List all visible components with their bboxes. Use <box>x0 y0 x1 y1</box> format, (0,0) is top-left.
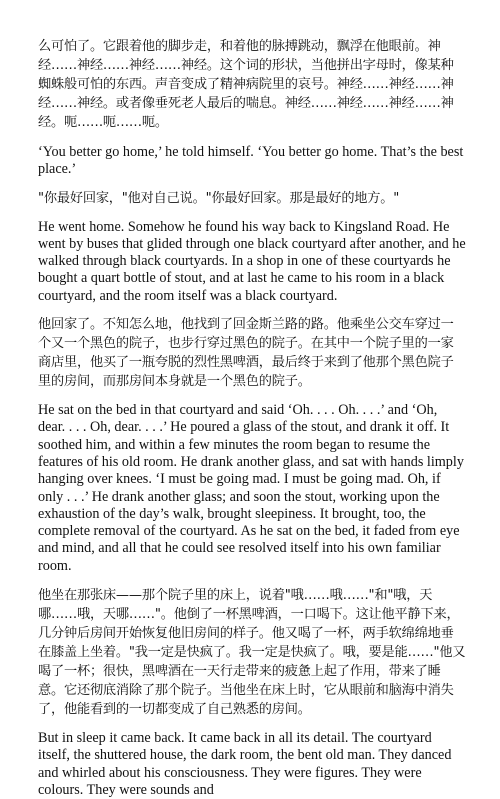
paragraph-chinese: 他回家了。不知怎么地，他找到了回金斯兰路的路。他乘坐公交车穿过一个又一个黑色的院子，也步行穿过黑色的院子。在其中一个院子里的一家商店里，他买了一瓶夸脱的烈性黑啤酒，最后终于来到了他那个黑色院子里的房间，而那房间本身就是一个黑色的院子。 <box>38 317 454 390</box>
paragraph-chinese: "你最好回家，"他对自己说。"你最好回家。那是最好的地方。" <box>38 190 400 206</box>
paragraph-english: But in sleep it came back. It came back in all its detail. The courtyard itself, the shuttered house, the dark room, the bent old man. They danced and whirled about his consciousness. They were figures. They were colours. They were sounds and <box>38 730 452 798</box>
paragraph-english: He sat on the bed in that courtyard and said ‘Oh. . . . Oh. . . .’ and ‘Oh, dear. . . . Oh, dear. . . .’ He poured a glass of the stout, and drank it off. It soothed him, and within a few minutes the room began to resume the features of his old room. He drank another glass, and sat with hands limply hanging over knees. ‘I must be going mad. I must be going mad. Oh, if only . . .’ He drank another glass; and soon the stout, working upon the exhaustion of the day’s walk, brought sleepiness. It brought, too, the complete removal of the courtyard. As he sat on the bed, it faded from eye and mind, and all that he could see resolved itself into his own familiar room. <box>38 402 464 574</box>
paragraph-chinese: 他坐在那张床——那个院子里的床上，说着"哦……哦……"和"哦，天哪……哦，天哪……"。他倒了一杯黑啤酒，一口喝下。这让他平静下来，几分钟后房间开始恢复他旧房间的样子。他又喝了一杯，两手软绵绵地垂在膝盖上坐着。"我一定是快疯了。我一定是快疯了。哦，要是能……"他又喝了一杯；很快，黑啤酒在一天行走带来的疲惫上起了作用，带来了睡意。它还彻底消除了那个院子。当他坐在床上时，它从眼前和脑海中消失了，他能看到的一切都变成了自己熟悉的房间。 <box>38 588 466 718</box>
paragraph-english: ‘You better go home,’ he told himself. ‘You better go home. That’s the best place.’ <box>38 144 464 178</box>
paragraph-english: He went home. Somehow he found his way back to Kingsland Road. He went by buses that glided through one black courtyard after another, and he walked through black courtyards. In a shop in one of these courtyards he bought a quart bottle of stout, and at last he came to his room in a black courtyard, and the room itself was a black courtyard. <box>38 218 466 304</box>
paragraph-chinese: 么可怕了。它跟着他的脚步走，和着他的脉搏跳动，飘浮在他眼前。神经……神经……神经……神经。这个词的形状，当他拼出字母时，像某种蜘蛛般可怕的东西。声音变成了精神病院里的哀号。神经……神经……神经……神经。或者像垂死老人最后的喘息。神经……神经……神经……神经。呃……呃……呃。 <box>38 39 454 130</box>
document-page <box>38 0 466 799</box>
